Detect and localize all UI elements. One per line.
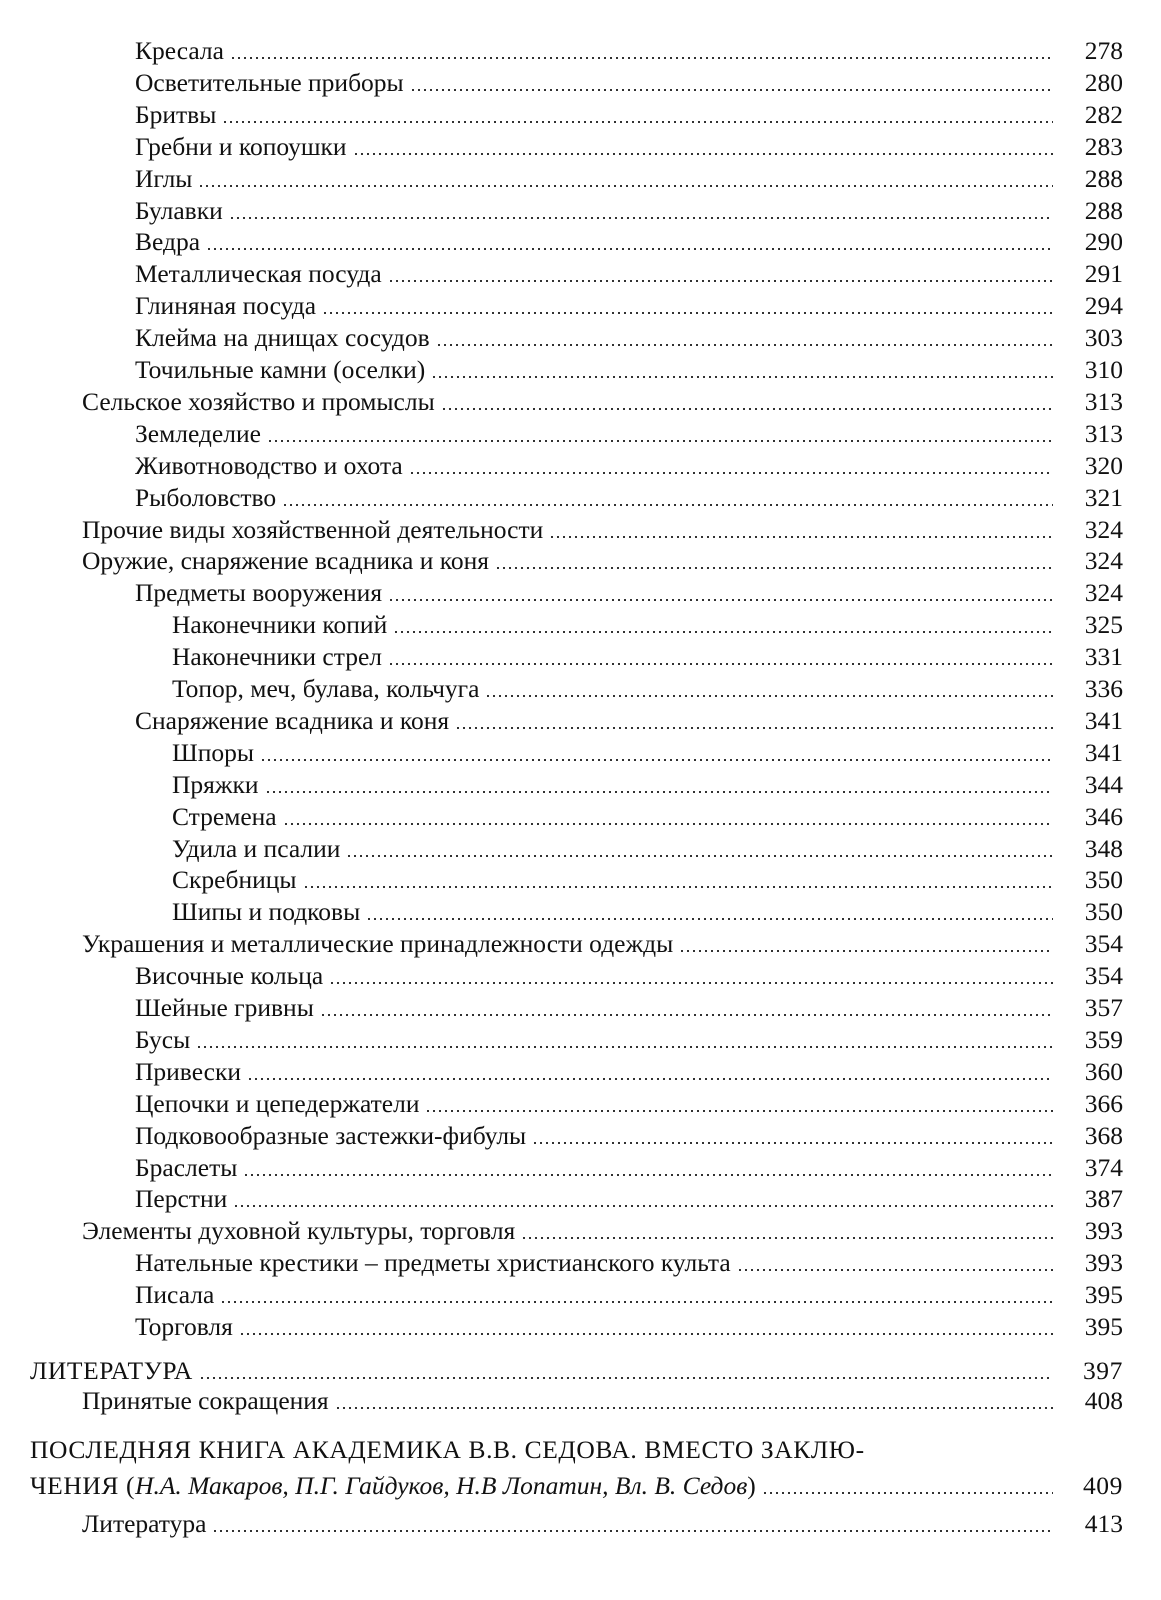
toc-entry-page: 357 <box>1084 993 1123 1022</box>
dot-leader <box>335 1407 1053 1409</box>
dot-leader <box>366 918 1053 920</box>
toc-entry-page: 359 <box>1084 1024 1123 1054</box>
toc-entry <box>0 1087 1161 1119</box>
dot-leader <box>409 472 1053 474</box>
toc-entry-page: 290 <box>1084 227 1123 257</box>
toc-entry <box>0 640 1161 672</box>
toc-entry-title: ЛИТЕРАТУРА <box>30 1355 193 1385</box>
toc-entry <box>0 385 1161 417</box>
toc-entry-title: Рыболовство <box>135 482 277 512</box>
toc-entry-title: Металлическая посуда <box>135 259 382 289</box>
toc-entry-title: Сельское хозяйство и промыслы <box>82 386 435 416</box>
dot-leader <box>425 1110 1053 1112</box>
dot-leader <box>388 599 1053 601</box>
toc-entry-page: 313 <box>1084 418 1123 448</box>
toc-entry <box>0 481 1161 513</box>
dot-leader <box>212 1530 1053 1532</box>
toc-entry-title: Гребни и копоушки <box>135 131 347 161</box>
toc-entry-title: Нательные крестики – предметы христианского культа <box>135 1248 731 1278</box>
toc-entry-title: Иглы <box>135 163 193 193</box>
toc-entry-title: Снаряжение всадника и коня <box>135 705 450 735</box>
dot-leader <box>320 1014 1053 1016</box>
dot-leader <box>322 312 1053 314</box>
toc-entry <box>0 321 1161 353</box>
toc-entry-page: 341 <box>1084 737 1123 767</box>
toc-entry-page: 278 <box>1084 36 1123 65</box>
toc-entry <box>0 513 1161 545</box>
toc-entry-title: Кресала <box>135 36 224 65</box>
dot-leader <box>229 217 1053 219</box>
dot-leader <box>388 280 1053 282</box>
toc-entry-title: Бусы <box>135 1024 191 1054</box>
toc-entry-title: Наконечники стрел <box>172 642 383 672</box>
toc-entry-title: Цепочки и цепедержатели <box>135 1088 420 1118</box>
dot-leader <box>485 695 1053 697</box>
toc-entry-page: 393 <box>1084 1216 1123 1246</box>
toc-entry <box>0 1310 1161 1342</box>
toc-entry <box>0 1278 1161 1310</box>
toc-entry-title: Предметы вооружения <box>135 578 383 608</box>
toc-entry <box>0 672 1161 704</box>
dot-leader <box>393 631 1053 633</box>
toc-entry-page: 346 <box>1084 801 1123 831</box>
dot-leader <box>265 791 1053 793</box>
toc-entry <box>0 1354 1161 1386</box>
dot-leader <box>521 1237 1053 1239</box>
toc-entry-page: 360 <box>1084 1056 1123 1086</box>
toc-entry-title: Привески <box>135 1056 242 1086</box>
toc-entry <box>0 736 1161 768</box>
toc-entry-page: 336 <box>1084 674 1123 703</box>
toc-entry-title: Топор, меч, булава, кольчуга <box>172 674 480 703</box>
toc-entry <box>0 863 1161 895</box>
toc-entry-page: 303 <box>1084 323 1123 353</box>
toc-entry-page: 344 <box>1084 769 1123 799</box>
toc-entry <box>0 768 1161 800</box>
toc-entry-title: Элементы духовной культуры, торговля <box>82 1216 516 1246</box>
toc-entry <box>0 162 1161 194</box>
final-section-line1: ПОСЛЕДНЯЯ КНИГА АКАДЕМИКА В.В. СЕДОВА. ВМЕСТО ЗАКЛЮ- <box>30 1435 865 1464</box>
toc-entry-page: 313 <box>1084 386 1123 416</box>
toc-entry <box>0 194 1161 226</box>
dot-leader <box>532 1142 1053 1144</box>
toc-entry-page: 310 <box>1084 355 1123 384</box>
toc-entry-title: Клейма на днищах сосудов <box>135 323 430 353</box>
dot-leader <box>679 950 1053 952</box>
toc-entry-title: Браслеты <box>135 1152 238 1182</box>
toc-entry-page: 294 <box>1084 291 1123 321</box>
toc-entry <box>0 991 1161 1023</box>
toc-entry-page: 393 <box>1084 1248 1123 1278</box>
toc-entry-title: Украшения и металлические принадлежности одежды <box>82 929 674 959</box>
toc-entry-page: 282 <box>1084 99 1123 129</box>
toc-entry-title: Удила и псалии <box>172 833 341 863</box>
toc-entry <box>0 257 1161 289</box>
toc-entry-title: Перстни <box>135 1184 228 1214</box>
toc-entry <box>0 1214 1161 1246</box>
dot-leader <box>222 121 1053 123</box>
dot-leader <box>346 855 1053 857</box>
toc-entry-page: 368 <box>1084 1120 1123 1150</box>
toc-entry-title: Животноводство и охота <box>135 450 403 480</box>
dot-leader <box>388 663 1053 665</box>
toc-entry-literature-final <box>0 1507 1161 1539</box>
toc-entry-title: Осветительные приборы <box>135 67 404 97</box>
dot-leader <box>549 536 1053 538</box>
toc-entry <box>0 449 1161 481</box>
dot-leader <box>441 408 1053 410</box>
dot-leader <box>196 1046 1053 1048</box>
toc-entry-title: Подковообразные застежки-фибулы <box>135 1120 527 1150</box>
toc-entry-title: Принятые сокращения <box>82 1385 329 1415</box>
toc-entry <box>0 959 1161 991</box>
toc-entry <box>0 417 1161 449</box>
dot-leader <box>199 1377 1053 1379</box>
toc-entry-page: 325 <box>1084 610 1123 640</box>
toc-entry-title: Земледелие <box>135 418 261 448</box>
toc-entry <box>0 704 1161 736</box>
toc-entry <box>0 225 1161 257</box>
dot-leader <box>495 567 1053 569</box>
toc-entry-title: Глиняная посуда <box>135 291 317 321</box>
dot-leader <box>455 727 1053 729</box>
toc-entry-page: 324 <box>1084 546 1123 576</box>
toc-entry-title: Височные кольца <box>135 961 324 991</box>
toc-entry <box>0 1055 1161 1087</box>
toc-entry <box>0 1384 1161 1416</box>
toc-entry <box>0 576 1161 608</box>
toc-entry-page: 324 <box>1084 578 1123 608</box>
toc-entry-title: Скребницы <box>172 865 297 895</box>
toc-entry-page: 341 <box>1084 705 1123 735</box>
toc-entry-page: 387 <box>1084 1184 1123 1214</box>
toc-entry-title: Ведра <box>135 227 201 257</box>
toc-entry-page: 283 <box>1084 131 1123 161</box>
toc-entry-page: 413 <box>1084 1509 1123 1538</box>
dot-leader <box>329 982 1053 984</box>
dot-leader <box>239 1333 1053 1335</box>
toc-entry <box>0 927 1161 959</box>
toc-entry-page: 366 <box>1084 1088 1123 1118</box>
toc-entry <box>0 832 1161 864</box>
dot-leader <box>737 1269 1053 1271</box>
toc-entry-page: 291 <box>1084 259 1123 289</box>
toc-entry <box>0 1023 1161 1055</box>
toc-entry <box>0 800 1161 832</box>
toc-entry-page: 321 <box>1084 482 1123 512</box>
dot-leader <box>436 344 1053 346</box>
toc-entry <box>0 98 1161 130</box>
toc-entry-title: Шейные гривны <box>135 993 314 1022</box>
dot-leader <box>206 248 1053 250</box>
dot-leader <box>247 1078 1053 1080</box>
final-section-heading <box>30 1435 1130 1465</box>
toc-entry-page: 350 <box>1084 897 1123 927</box>
toc-entry <box>0 34 1161 66</box>
toc-entry-page: 280 <box>1084 67 1123 97</box>
dot-leader <box>243 1174 1053 1176</box>
dot-leader <box>283 823 1053 825</box>
toc-entry-page: 354 <box>1084 961 1123 991</box>
toc-entry <box>0 608 1161 640</box>
toc-entry <box>0 353 1161 385</box>
toc-entry-title: Торговля <box>135 1312 233 1341</box>
toc-entry-page: 348 <box>1084 833 1123 863</box>
toc-entry <box>0 1246 1161 1278</box>
toc-entry-page: 397 <box>1082 1355 1123 1385</box>
toc-entry-title: Литература <box>82 1509 207 1538</box>
final-section-authors: Н.А. Макаров, П.Г. Гайдуков, Н.В Лопатин, Вл. В. Седов <box>135 1471 748 1500</box>
toc-entry-title: Наконечники копий <box>172 610 388 640</box>
toc-entry-title: Точильные камни (оселки) <box>135 355 426 384</box>
toc-entry-page: 324 <box>1084 514 1123 544</box>
dot-leader <box>233 1205 1053 1207</box>
toc-entry-title: Бритвы <box>135 99 217 129</box>
toc-entry-page: 350 <box>1084 865 1123 895</box>
dot-leader <box>353 153 1053 155</box>
toc-entry <box>0 1119 1161 1151</box>
final-section-line2 <box>0 1469 1161 1501</box>
dot-leader <box>220 1301 1053 1303</box>
toc-entry-title: Оружие, снаряжение всадника и коня <box>82 546 489 576</box>
dot-leader <box>410 89 1053 91</box>
toc-entry-title: Шпоры <box>172 737 255 767</box>
dot-leader <box>230 57 1053 59</box>
dot-leader <box>282 504 1053 506</box>
toc-entry <box>0 1151 1161 1183</box>
toc-entry <box>0 130 1161 162</box>
toc-entry <box>0 66 1161 98</box>
final-section-line2-start: ЧЕНИЯ ( <box>30 1471 136 1500</box>
dot-leader <box>267 440 1053 442</box>
toc-entry-page: 288 <box>1084 195 1123 225</box>
toc-entry-page: 374 <box>1084 1152 1123 1182</box>
dot-leader <box>431 376 1053 378</box>
toc-entry-page: 395 <box>1084 1280 1123 1310</box>
toc-entry-title: Писала <box>135 1280 215 1310</box>
toc-entry-page: 320 <box>1084 450 1123 480</box>
toc-entry-page: 354 <box>1084 929 1123 959</box>
dot-leader <box>198 185 1053 187</box>
toc-entry-title: Шипы и подковы <box>172 897 361 927</box>
dot-leader <box>303 886 1053 888</box>
final-section-page: 409 <box>1082 1471 1123 1500</box>
final-section-line2-end: ) <box>747 1471 757 1500</box>
toc-entry <box>0 1182 1161 1214</box>
toc-entry-page: 395 <box>1084 1312 1123 1341</box>
toc-entry-title: Стремена <box>172 801 277 831</box>
toc-entry-page: 331 <box>1084 642 1123 672</box>
toc-entry-title: Прочие виды хозяйственной деятельности <box>82 514 544 544</box>
toc-entry-title: Булавки <box>135 195 223 225</box>
dot-leader <box>260 759 1053 761</box>
dot-leader <box>762 1492 1053 1494</box>
toc-entry-page: 408 <box>1084 1385 1123 1415</box>
toc-entry-page: 288 <box>1084 163 1123 193</box>
toc-entry-title: Пряжки <box>172 769 259 799</box>
toc-entry <box>0 544 1161 576</box>
toc-entry <box>0 289 1161 321</box>
toc-entry <box>0 895 1161 927</box>
